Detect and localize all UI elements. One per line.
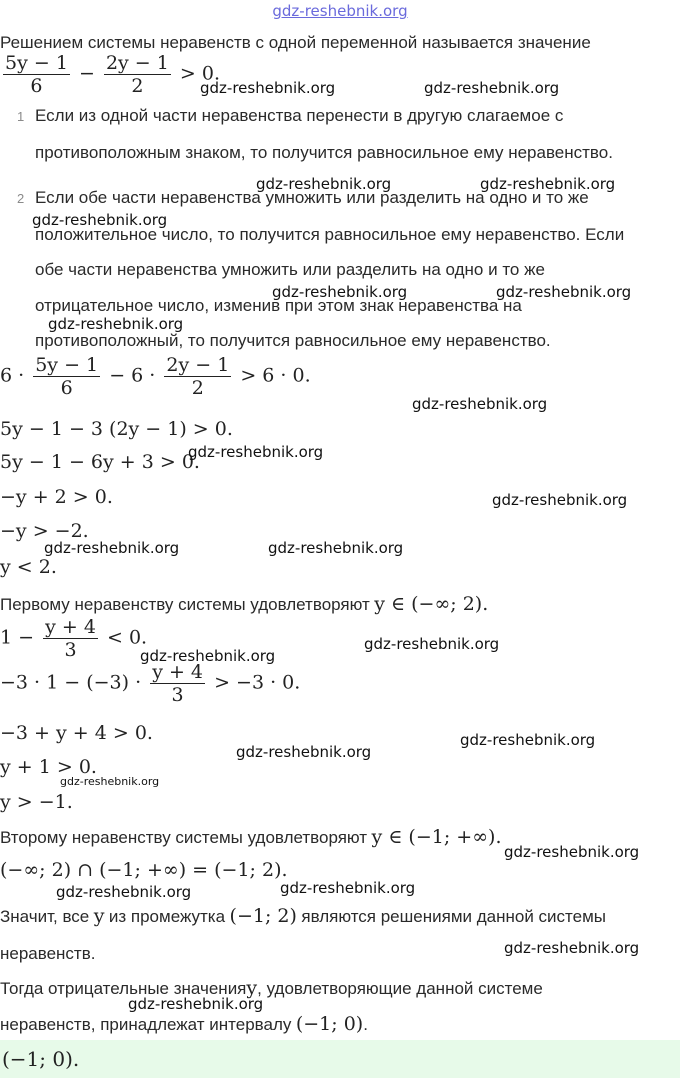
answer-value: (−1; 0). xyxy=(2,1047,80,1071)
denominator: 3 xyxy=(64,639,77,661)
denominator: 6 xyxy=(30,75,43,97)
math-line: −3 + y + 4 > 0. xyxy=(0,722,153,744)
summary-line xyxy=(0,1013,368,1035)
watermark: gdz-reshebnik.org xyxy=(460,731,596,749)
summary-text: , удовлетворяющие данной системе xyxy=(257,979,543,998)
watermark: gdz-reshebnik.org xyxy=(504,843,640,861)
math-line: −y + 2 > 0. xyxy=(0,486,113,508)
fraction xyxy=(3,52,70,97)
fraction xyxy=(150,661,205,706)
expr-part: − 6 · xyxy=(109,364,156,387)
watermark: gdz-reshebnik.org xyxy=(200,79,336,97)
watermark: gdz-reshebnik.org xyxy=(48,315,184,333)
conclusion-text: Второму неравенству системы удовлетворяют xyxy=(0,828,368,847)
numerator: 2y − 1 xyxy=(166,354,230,376)
expr-part: > −3 · 0. xyxy=(214,671,301,694)
math-line: 5y − 1 − 6y + 3 > 0. xyxy=(0,451,200,473)
multiplied-expression xyxy=(0,661,300,706)
watermark: gdz-reshebnik.org xyxy=(140,647,276,665)
summary-text: Тогда отрицательные значения xyxy=(0,979,247,998)
summary-line xyxy=(0,905,606,927)
header-watermark-link[interactable]: gdz-reshebnik.org xyxy=(272,2,408,20)
conclusion-math: y ∈ (−1; +∞). xyxy=(371,826,502,848)
math-line: 5y − 1 − 3 (2y − 1) > 0. xyxy=(0,418,233,440)
watermark: gdz-reshebnik.org xyxy=(268,539,404,557)
watermark: gdz-reshebnik.org xyxy=(496,283,632,301)
conclusion-text: Первому неравенству системы удовлетворяют xyxy=(0,595,370,614)
fraction xyxy=(33,354,100,399)
expr-part: < 0. xyxy=(106,626,148,649)
numerator: 5y − 1 xyxy=(5,52,68,74)
watermark: gdz-reshebnik.org xyxy=(480,175,616,193)
expr-part: 1 − xyxy=(0,626,35,649)
watermark: gdz-reshebnik.org xyxy=(188,443,324,461)
numerator: 5y − 1 xyxy=(35,354,99,376)
math-line: y < 2. xyxy=(0,556,57,578)
watermark: gdz-reshebnik.org xyxy=(60,775,160,788)
math-line: y + 1 > 0. xyxy=(0,756,97,778)
denominator: 2 xyxy=(131,75,144,97)
math-line: −y > −2. xyxy=(0,520,89,542)
multiplied-expression xyxy=(0,354,311,399)
numerator: y + 4 xyxy=(152,661,204,683)
denominator: 6 xyxy=(60,377,73,399)
numerator: 2y − 1 xyxy=(105,52,169,74)
denominator: 2 xyxy=(191,377,204,399)
expr-part: 6 · xyxy=(0,364,25,387)
watermark: gdz-reshebnik.org xyxy=(272,283,408,301)
watermark: gdz-reshebnik.org xyxy=(44,539,180,557)
summary-line xyxy=(0,977,543,999)
watermark: gdz-reshebnik.org xyxy=(412,395,548,413)
intro-expression xyxy=(0,52,220,97)
intersection-line: (−∞; 2) ∩ (−1; +∞) = (−1; 2). xyxy=(0,859,288,881)
watermark: gdz-reshebnik.org xyxy=(504,939,640,957)
watermark: gdz-reshebnik.org xyxy=(236,743,372,761)
rule-line: противоположным знаком, то получится равносильное ему неравенство. xyxy=(35,143,613,162)
expr-part: −3 · 1 − (−3) · xyxy=(0,671,142,694)
answer-box xyxy=(0,1040,680,1078)
watermark: gdz-reshebnik.org xyxy=(56,883,192,901)
summary-text: являются решениями данной системы xyxy=(301,907,607,926)
summary-text: Значит, все xyxy=(0,907,90,926)
operator: − xyxy=(78,62,95,85)
fraction xyxy=(104,52,171,97)
rule-line: положительное число, то получится равносильное ему неравенство. Если xyxy=(35,225,625,244)
conclusion-math: y ∈ (−∞; 2). xyxy=(374,593,489,615)
summary-text: неравенств, принадлежат интервалу xyxy=(0,1015,292,1034)
interval: (−1; 2) xyxy=(229,905,297,927)
expression-tail: > 0. xyxy=(179,62,220,85)
fraction xyxy=(43,616,98,661)
rule-line: отрицательное число, изменив при этом знак неравенства на xyxy=(35,296,522,315)
watermark: gdz-reshebnik.org xyxy=(492,491,628,509)
watermark: gdz-reshebnik.org xyxy=(280,879,416,897)
watermark: gdz-reshebnik.org xyxy=(128,995,264,1013)
rule-line: противоположный, то получится равносильное ему неравенство. xyxy=(35,331,551,350)
rule-number: 1 xyxy=(17,109,25,124)
summary-text: из промежутка xyxy=(108,907,226,926)
summary-text: . xyxy=(363,1015,368,1034)
rule-line: Если из одной части неравенства перенести в другую слагаемое с xyxy=(35,106,564,125)
watermark: gdz-reshebnik.org xyxy=(256,175,392,193)
watermark: gdz-reshebnik.org xyxy=(364,635,500,653)
numerator: y + 4 xyxy=(45,616,96,638)
rule-line: Если обе части неравенства умножить или разделить на одно и то же xyxy=(35,188,589,207)
variable: y xyxy=(246,977,258,999)
second-inequality-conclusion xyxy=(0,826,502,848)
interval: (−1; 0) xyxy=(295,1013,364,1035)
second-inequality xyxy=(0,616,147,661)
expr-part: > 6 · 0. xyxy=(240,364,311,387)
first-inequality-conclusion xyxy=(0,593,488,615)
intro-line: Решением системы неравенств с одной переменной называется значение xyxy=(0,33,591,52)
math-line: y > −1. xyxy=(0,791,73,813)
watermark: gdz-reshebnik.org xyxy=(424,79,560,97)
variable: y xyxy=(93,905,105,927)
watermark: gdz-reshebnik.org xyxy=(32,211,168,229)
fraction xyxy=(164,354,231,399)
denominator: 3 xyxy=(171,684,184,706)
summary-line: неравенств. xyxy=(0,944,96,963)
rule-number: 2 xyxy=(17,191,25,206)
rule-line: обе части неравенства умножить или разделить на одно и то же xyxy=(35,260,545,279)
